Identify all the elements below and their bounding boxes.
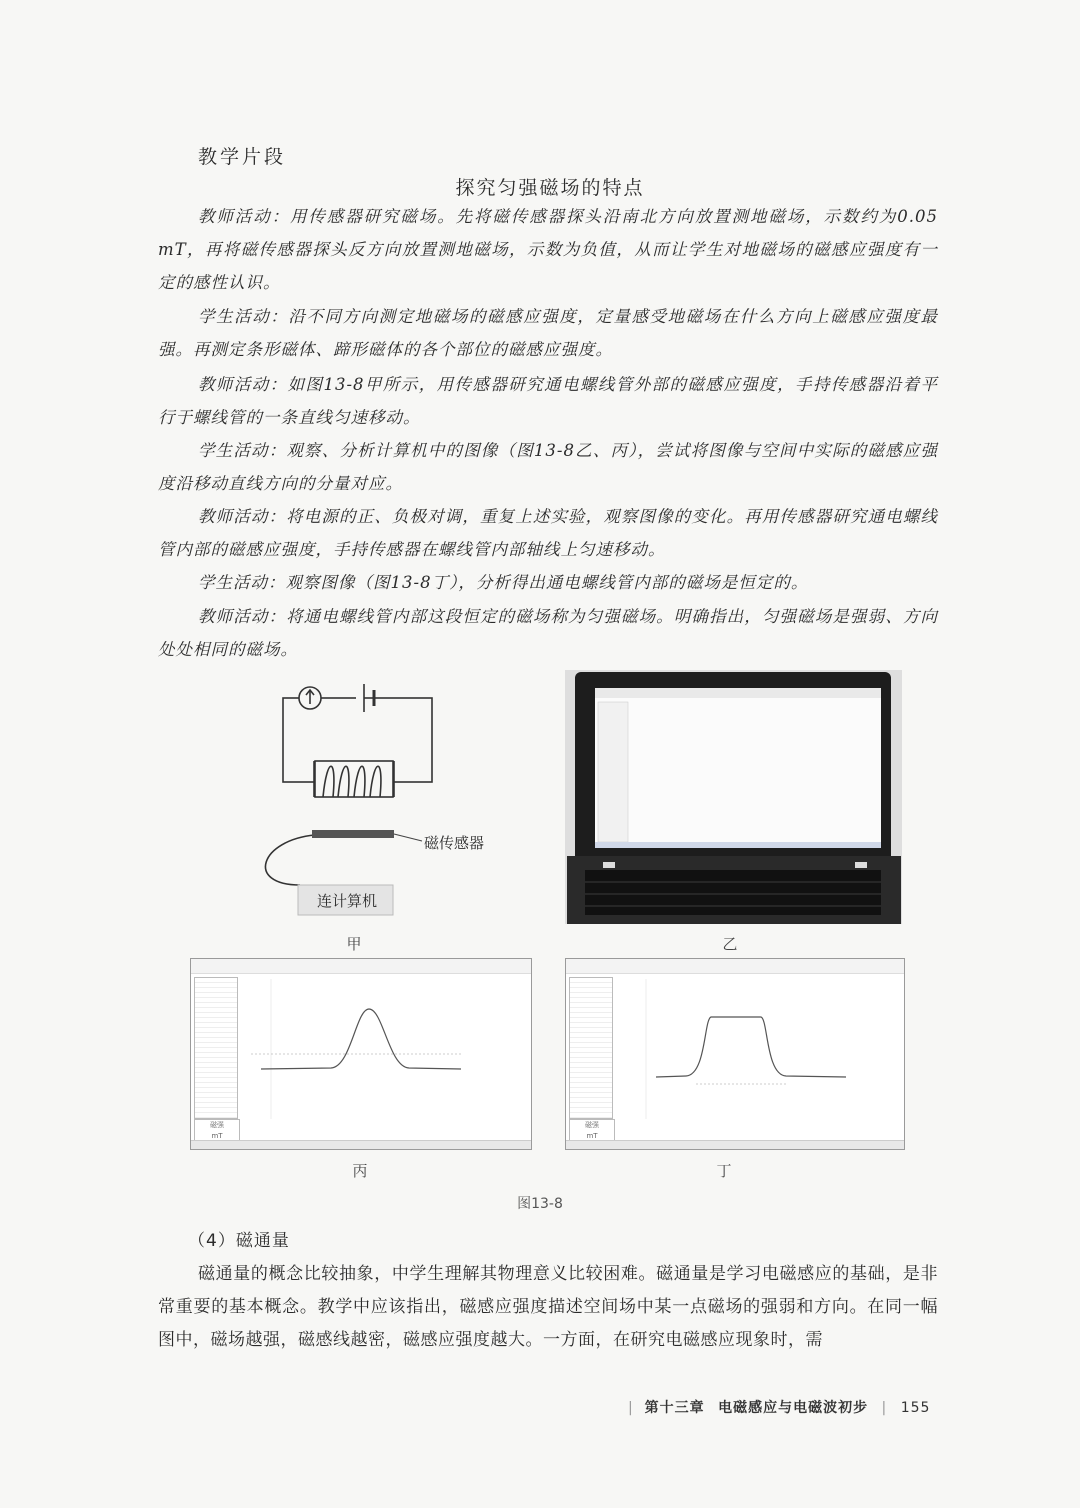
caption-yi: 乙: [722, 935, 738, 953]
sensor-label: 磁传感器: [424, 834, 485, 852]
subsection-title: （4）磁通量: [188, 1231, 290, 1251]
data-table: [194, 977, 238, 1119]
chapter-number: 第十三章: [644, 1400, 705, 1416]
laptop-photo: [565, 670, 902, 924]
figure-label: 图13-8: [517, 1196, 563, 1212]
unit-symbol: mT: [586, 1132, 598, 1140]
unit-quantity: 磁强: [585, 1121, 599, 1129]
page-footer: | 第十三章 电磁感应与电磁波初步 | 155: [628, 1400, 931, 1416]
section-heading: 教学片段: [198, 146, 287, 168]
data-table: [569, 977, 613, 1119]
lesson-title: 探究匀强磁场的特点: [455, 177, 645, 199]
caption-jia: 甲: [346, 935, 362, 953]
taskbar: [191, 1140, 531, 1149]
paragraph: 学生活动：观察图像（图13-8丁），分析得出通电螺线管内部的磁场是恒定的。: [198, 573, 809, 592]
menu-bar: [191, 959, 531, 974]
paragraph: 教师活动：用传感器研究磁场。先将磁传感器探头沿南北方向放置测地磁场，示数约为0.05 mT，再将磁传感器探头反方向放置测地磁场，示数为负值，从而让学生对地磁场的磁感应强度有一定的感性认识。: [158, 207, 938, 292]
computer-label: 连计算机: [316, 892, 377, 910]
paragraph: 教师活动：将通电螺线管内部这段恒定的磁场称为匀强磁场。明确指出，匀强磁场是强弱、方向处处相同的磁场。: [158, 607, 938, 659]
caption-ding: 丁: [716, 1162, 732, 1180]
screen-bing: [190, 958, 532, 1150]
unit-symbol: mT: [211, 1132, 223, 1140]
screen-ding: [565, 958, 905, 1150]
paragraph: 教师活动：如图13-8甲所示，用传感器研究通电螺线管外部的磁感应强度，手持传感器沿着平行于螺线管的一条直线匀速移动。: [158, 375, 938, 427]
menu-bar: [566, 959, 904, 974]
caption-bing: 丙: [352, 1162, 368, 1180]
chapter-title: 电磁感应与电磁波初步: [718, 1400, 869, 1416]
paragraph: 教师活动：将电源的正、负极对调，重复上述实验，观察图像的变化。再用传感器研究通电螺线管内部的磁感应强度，手持传感器在螺线管内部轴线上匀速移动。: [158, 507, 938, 559]
paragraph: 学生活动：沿不同方向测定地磁场的磁感应强度，定量感受地磁场在什么方向上磁感应强度最强。再测定条形磁体、蹄形磁体的各个部位的磁感应强度。: [158, 307, 938, 359]
circuit-diagram: [240, 670, 530, 920]
body-paragraph: 磁通量的概念比较抽象，中学生理解其物理意义比较困难。磁通量是学习电磁感应的基础，是非常重要的基本概念。教学中应该指出，磁感应强度描述空间场中某一点磁场的强弱和方向。在同一幅图中，磁场越强，磁感线越密，磁感应强度越大。一方面，在研究电磁感应现象时，需: [158, 1264, 938, 1350]
unit-quantity: 磁强: [210, 1121, 224, 1129]
paragraph: 学生活动：观察、分析计算机中的图像（图13-8乙、丙），尝试将图像与空间中实际的磁感应强度沿移动直线方向的分量对应。: [158, 441, 938, 493]
page-number: 155: [900, 1400, 931, 1416]
taskbar: [566, 1140, 904, 1149]
